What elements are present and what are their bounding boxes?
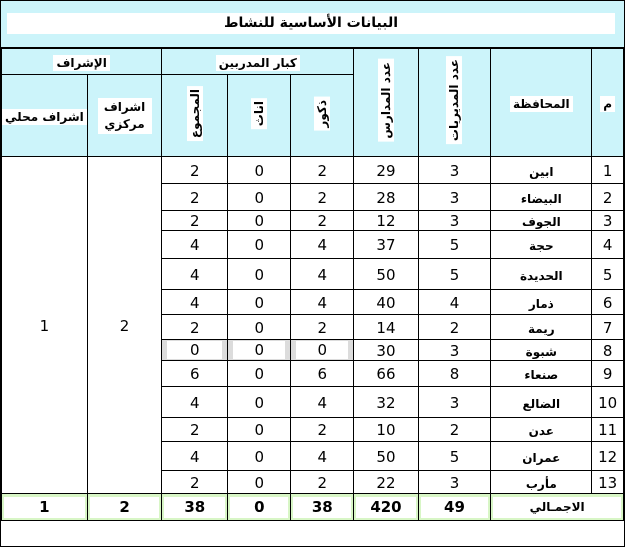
- row-total: 2: [162, 471, 228, 494]
- header-governorate: المحافظة: [491, 49, 592, 157]
- totals-central: 2: [87, 494, 161, 521]
- row-governorate: عدن: [491, 418, 592, 442]
- header-num: م: [592, 49, 624, 157]
- row-female: 0: [228, 290, 291, 315]
- row-schools: 32: [354, 387, 418, 418]
- totals-total: 38: [162, 494, 228, 521]
- row-num: 2: [592, 184, 624, 211]
- row-num: 11: [592, 418, 624, 442]
- row-directorates: 3: [418, 184, 491, 211]
- local-supervision-cell: 1: [2, 157, 88, 494]
- row-num: 12: [592, 442, 624, 471]
- totals-local: 1: [2, 494, 88, 521]
- row-directorates: 5: [418, 231, 491, 259]
- totals-row: [2, 494, 624, 521]
- row-schools: 30: [354, 340, 418, 361]
- row-schools: 50: [354, 442, 418, 471]
- row-directorates: 3: [418, 211, 491, 231]
- row-male: 2: [291, 211, 354, 231]
- activity-table: [1, 48, 624, 521]
- row-directorates: 3: [418, 471, 491, 494]
- row-num: 8: [592, 340, 624, 361]
- row-directorates: 3: [418, 157, 491, 184]
- row-total: 2: [162, 315, 228, 340]
- row-male: 2: [291, 315, 354, 340]
- row-female: 0: [228, 442, 291, 471]
- row-governorate: شبوة: [491, 340, 592, 361]
- row-governorate: ابين: [491, 157, 592, 184]
- row-male: 6: [291, 361, 354, 387]
- totals-male: 38: [291, 494, 354, 521]
- row-schools: 28: [354, 184, 418, 211]
- row-total: 2: [162, 157, 228, 184]
- row-schools: 29: [354, 157, 418, 184]
- row-total: 4: [162, 442, 228, 471]
- row-governorate: الجوف: [491, 211, 592, 231]
- row-total: 4: [162, 231, 228, 259]
- row-governorate: ذمار: [491, 290, 592, 315]
- row-num: 5: [592, 259, 624, 290]
- header-trainers-group: كبار المدربين: [162, 49, 354, 75]
- row-male: 2: [291, 184, 354, 211]
- row-governorate: عمران: [491, 442, 592, 471]
- row-male: 0: [291, 340, 354, 361]
- page-title: البيانات الأساسية للنشاط: [7, 13, 615, 34]
- row-num: 3: [592, 211, 624, 231]
- row-total: 2: [162, 184, 228, 211]
- row-male: 4: [291, 442, 354, 471]
- title-bar: [1, 1, 624, 48]
- row-male: 4: [291, 231, 354, 259]
- row-num: 13: [592, 471, 624, 494]
- row-directorates: 5: [418, 259, 491, 290]
- row-num: 9: [592, 361, 624, 387]
- row-male: 2: [291, 471, 354, 494]
- row-female: 0: [228, 315, 291, 340]
- totals-directorates: 49: [418, 494, 491, 521]
- row-schools: 66: [354, 361, 418, 387]
- row-female: 0: [228, 418, 291, 442]
- totals-label-cell: الاجمـالي: [491, 494, 624, 521]
- table-body: [2, 157, 624, 494]
- totals-female: 0: [228, 494, 291, 521]
- row-num: 4: [592, 231, 624, 259]
- row-schools: 50: [354, 259, 418, 290]
- row-total: 6: [162, 361, 228, 387]
- row-directorates: 3: [418, 340, 491, 361]
- row-schools: 14: [354, 315, 418, 340]
- row-schools: 10: [354, 418, 418, 442]
- row-num: 10: [592, 387, 624, 418]
- row-female: 0: [228, 157, 291, 184]
- row-male: 2: [291, 157, 354, 184]
- row-num: 7: [592, 315, 624, 340]
- row-female: 0: [228, 184, 291, 211]
- header-supervision-group: الإشراف: [2, 49, 162, 75]
- row-female: 0: [228, 387, 291, 418]
- row-total: 0: [162, 340, 228, 361]
- row-male: 4: [291, 387, 354, 418]
- row-governorate: الضالع: [491, 387, 592, 418]
- row-governorate: حجة: [491, 231, 592, 259]
- row-total: 2: [162, 211, 228, 231]
- header-male: ذكور: [291, 75, 354, 157]
- row-num: 6: [592, 290, 624, 315]
- row-female: 0: [228, 259, 291, 290]
- totals-schools: 420: [354, 494, 418, 521]
- row-governorate: ريمة: [491, 315, 592, 340]
- row-schools: 40: [354, 290, 418, 315]
- row-female: 0: [228, 361, 291, 387]
- header-directorates: عدد المديريات: [418, 49, 491, 157]
- row-governorate: الحديدة: [491, 259, 592, 290]
- row-female: 0: [228, 340, 291, 361]
- row-directorates: 2: [418, 418, 491, 442]
- row-male: 4: [291, 290, 354, 315]
- row-schools: 22: [354, 471, 418, 494]
- row-directorates: 2: [418, 315, 491, 340]
- header-central-supervision: اشراف مركزي: [87, 75, 161, 157]
- row-directorates: 8: [418, 361, 491, 387]
- row-total: 4: [162, 259, 228, 290]
- row-male: 4: [291, 259, 354, 290]
- row-total: 4: [162, 387, 228, 418]
- header-female: اناث: [228, 75, 291, 157]
- header-total: المجموع: [162, 75, 228, 157]
- row-female: 0: [228, 231, 291, 259]
- row-directorates: 3: [418, 387, 491, 418]
- row-schools: 37: [354, 231, 418, 259]
- central-supervision-cell: 2: [87, 157, 161, 494]
- header-local-supervision: اشراف محلي: [2, 75, 88, 157]
- row-directorates: 4: [418, 290, 491, 315]
- row-female: 0: [228, 471, 291, 494]
- row-governorate: البيضاء: [491, 184, 592, 211]
- row-total: 2: [162, 418, 228, 442]
- row-directorates: 5: [418, 442, 491, 471]
- table-row: [2, 157, 624, 184]
- row-total: 4: [162, 290, 228, 315]
- header-schools: عدد المدارس: [354, 49, 418, 157]
- row-male: 2: [291, 418, 354, 442]
- row-num: 1: [592, 157, 624, 184]
- row-female: 0: [228, 211, 291, 231]
- row-schools: 12: [354, 211, 418, 231]
- row-governorate: صنعاء: [491, 361, 592, 387]
- row-governorate: مأرب: [491, 471, 592, 494]
